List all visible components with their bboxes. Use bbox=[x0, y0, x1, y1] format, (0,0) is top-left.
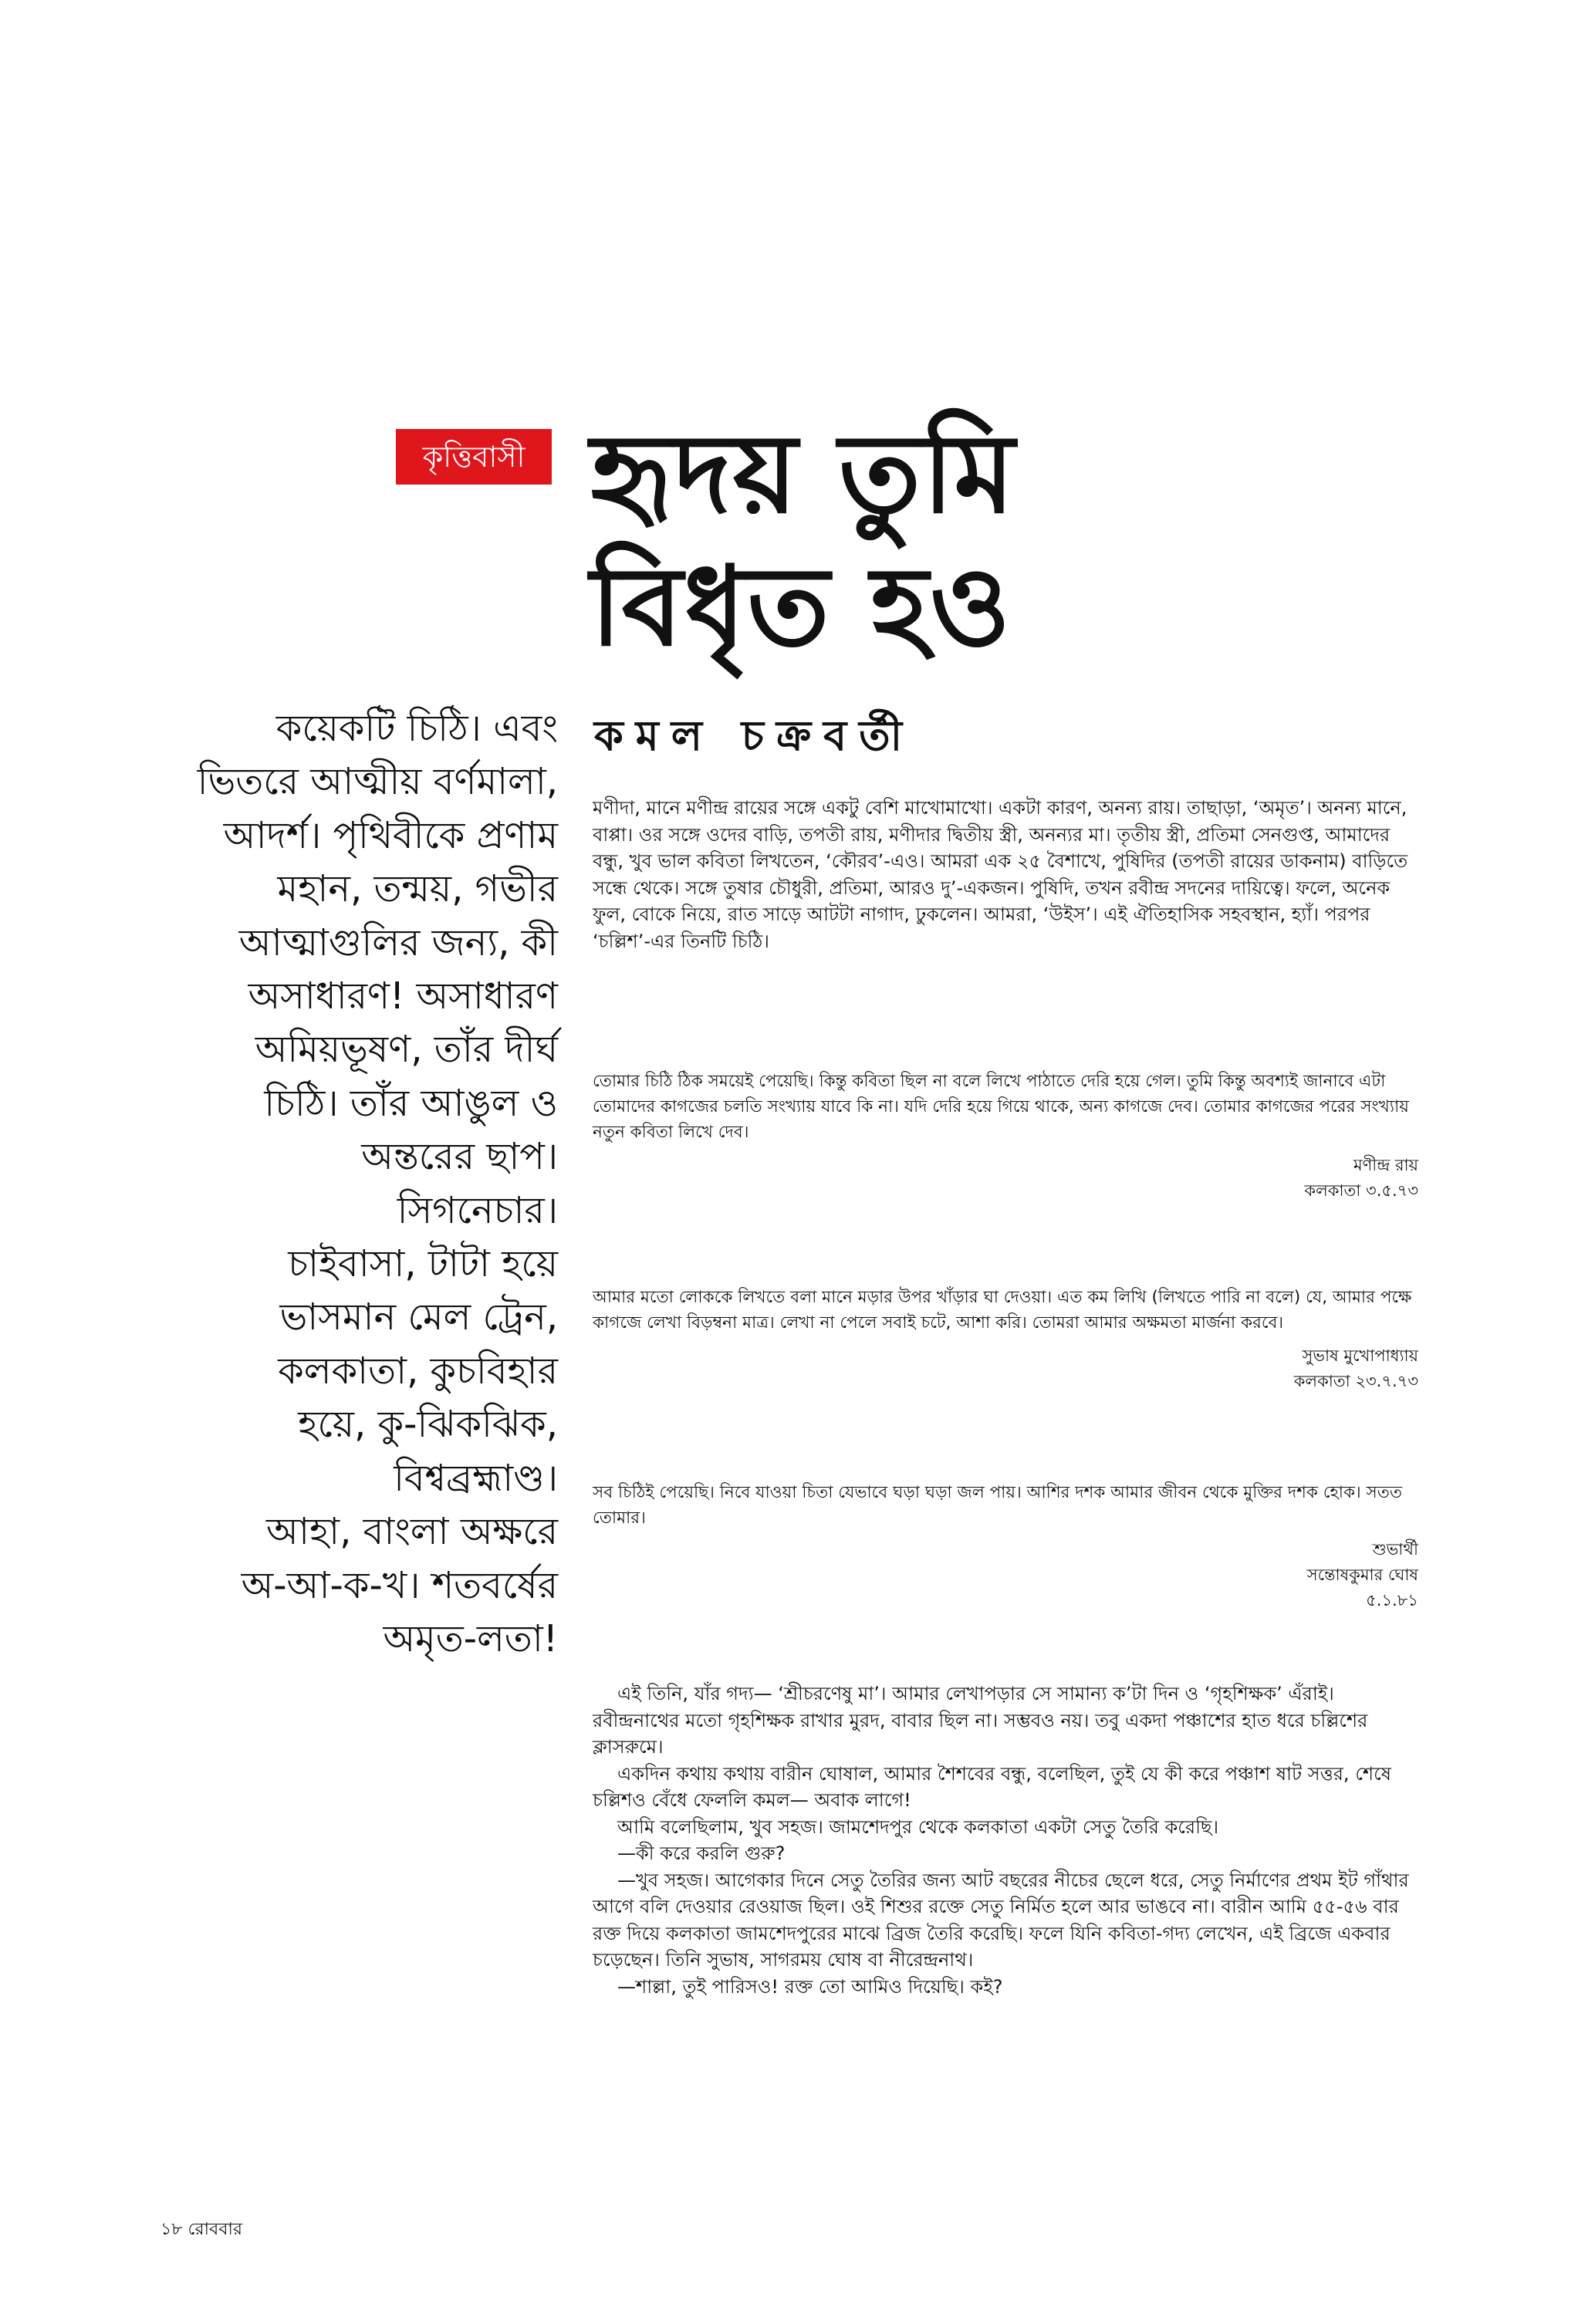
signature-line: সুভাষ মুখোপাধ্যায় bbox=[1302, 1346, 1418, 1365]
essay-paragraph: এই তিনি, যাঁর গদ্য— ‘শ্রীচরণেষু মা’। আমার লেখাপড়ার সে সামান্য ক’টা দিন ও ‘গৃহশিক্ষক’ এঁরাই। রবীন্দ্রনাথের মতো গৃহশিক্ষক রাখার মুরদ, বাবার ছিল না। সম্ভবও নয়। তবু একদা পঞ্চাশের হাত ধরে চল্লিশের ক্লাসরুমে। bbox=[593, 1683, 1368, 1758]
signature-line: মণীন্দ্র রায় bbox=[1353, 1156, 1418, 1174]
pull-quote-line: সিগনেচার। bbox=[397, 1188, 558, 1232]
signature-line: শুভার্থী bbox=[1372, 1540, 1418, 1559]
letter-santosh bbox=[593, 1480, 1418, 1613]
letter-body: সব চিঠিই পেয়েছি। নিবে যাওয়া চিতা যেভাবে ঘড়া ঘড়া জল পায়। আশির দশক আমার জীবন থেকে মুক্তির দশক হোক। সতত তোমার। bbox=[593, 1483, 1403, 1528]
essay-paragraph: আমি বলেছিলাম, খুব সহজ। জামশেদপুর থেকে কলকাতা একটা সেতু তৈরি করেছি। bbox=[617, 1816, 1219, 1838]
section-tag: কৃত্তিবাসী bbox=[396, 429, 552, 485]
pull-quote-line: হয়ে, কু-ঝিকঝিক, bbox=[298, 1403, 558, 1447]
pull-quote-line: মহান, তন্ময়, গভীর bbox=[277, 867, 558, 911]
essay-body bbox=[593, 1681, 1418, 2000]
title-line: হৃদয় তুমি bbox=[590, 410, 1016, 538]
letter-body: আমার মতো লোককে লিখতে বলা মানে মড়ার উপর খাঁড়ার ঘা দেওয়া। এত কম লিখি (লিখতে পারি না বলে) যে, আমার পক্ষে কাগজে লেখা বিড়ম্বনা মাত্র। লেখা না পেলে সবাই চটে, আশা করি। তোমরা আমার অক্ষমতা মার্জনা করবে। bbox=[593, 1288, 1412, 1333]
page-footer: ১৮ রোববার bbox=[161, 2220, 242, 2239]
letter-manindra bbox=[593, 1069, 1418, 1204]
signature-line: ৫.১.৮১ bbox=[1366, 1591, 1418, 1610]
pull-quote-line: চিঠি। তাঁর আঙুল ও bbox=[264, 1081, 558, 1125]
letter-body: তোমার চিঠি ঠিক সময়েই পেয়েছি। কিন্তু কবিতা ছিল না বলে লিখে পাঠাতে দেরি হয়ে গেল। তুমি কিন্তু অবশ্যই জানাবে এটা তোমাদের কাগজের চলতি সংখ্যায় যাবে কি না। যদি দেরি হয়ে গিয়ে থাকে, অন্য কাগজে দেব। তোমার কাগজের পরের সংখ্যায় নতুন কবিতা লিখে দেব। bbox=[593, 1072, 1409, 1142]
pull-quote-line: আত্মাগুলির জন্য, কী bbox=[238, 920, 558, 964]
pull-quote-line: অ-আ-ক-খ। শতবর্ষের bbox=[241, 1563, 558, 1607]
pull-quote-line: ভিতরে আত্মীয় বর্ণমালা, bbox=[197, 760, 558, 804]
essay-paragraph: —কী করে করলি গুরু? bbox=[617, 1843, 786, 1864]
signature-line: কলকাতা ৩.৫.৭৩ bbox=[1304, 1181, 1418, 1200]
essay-paragraph: —খুব সহজ। আগেকার দিনে সেতু তৈরির জন্য আট বছরের নীচের ছেলে ধরে, সেতু নির্মাণের প্রথম ইট গাঁথার আগে বলি দেওয়ার রেওয়াজ ছিল। ওই শিশুর রক্তে সেতু নির্মিত হলে আর ভাঙবে না। বারীন আমি ৫৫-৫৬ বার রক্ত দিয়ে কলকাতা জামশেদপুরের মাঝে ব্রিজ তৈরি করেছি। ফলে যিনি কবিতা-গদ্য লেখেন, এই ব্রিজে একবার চড়েছেন। তিনি সুভাষ, সাগরময় ঘোষ বা নীরেন্দ্রনাথ। bbox=[593, 1869, 1409, 1971]
pull-quote-line: অমিয়ভূষণ, তাঁর দীর্ঘ bbox=[255, 1028, 558, 1072]
author-byline: কমল চক্রবর্তী bbox=[594, 711, 915, 760]
pull-quote bbox=[154, 702, 558, 1666]
pull-quote-line: বিশ্বব্রহ্মাণ্ড। bbox=[394, 1456, 558, 1500]
pull-quote-line: অন্তরের ছাপ। bbox=[361, 1135, 558, 1179]
signature-line: সন্তোষকুমার ঘোষ bbox=[1306, 1566, 1418, 1584]
pull-quote-line: অমৃত-লতা! bbox=[383, 1616, 558, 1660]
signature-line: কলকাতা ২৩.৭.৭৩ bbox=[1293, 1372, 1418, 1390]
letter-signature bbox=[593, 1537, 1418, 1613]
pull-quote-line: চাইবাসা, টাটা হয়ে bbox=[288, 1242, 558, 1286]
intro-paragraph: মণীদা, মানে মণীন্দ্র রায়ের সঙ্গে একটু বেশি মাখোমাখো। একটা কারণ, অনন্য রায়। তাছাড়া, ‘অমৃত’। অনন্য মানে, বাপ্পা। ওর সঙ্গে ওদের বাড়ি, তপতী রায়, মণীদার দ্বিতীয় স্ত্রী, অনন্যর মা। তৃতীয় স্ত্রী, প্রতিমা সেনগুপ্ত, আমাদের বন্ধু, খুব ভাল কবিতা লিখতেন, ‘কৌরব’-এও। আমরা এক ২৫ বৈশাখে, পুষিদির (তপতী রায়ের ডাকনাম) বাড়িতে সন্ধে থেকে। সঙ্গে তুষার চৌধুরী, প্রতিমা, আরও দু’-একজন। পুষিদি, তখন রবীন্দ্র সদনের দায়িত্বে। ফলে, অনেক ফুল, বোকে নিয়ে, রাত সাড়ে আটটা নাগাদ, ঢুকলেন। আমরা, ‘উইস’। এই ঐতিহাসিক সহবস্থান, হ্যাঁ। পরপর ‘চল্লিশ’-এর তিনটি চিঠি। bbox=[593, 797, 1408, 952]
pull-quote-line: আদর্শ। পৃথিবীকে প্রণাম bbox=[223, 813, 558, 857]
essay-paragraph: —শাল্লা, তুই পারিসও! রক্ত তো আমিও দিয়েছি। কই? bbox=[617, 1975, 1003, 1998]
essay-paragraph: একদিন কথায় কথায় বারীন ঘোষাল, আমার শৈশবের বন্ধু, বলেছিল, তুই যে কী করে পঞ্চাশ ষাট সত্তর, শেষে চল্লিশও বেঁধে ফেললি কমল— অবাক লাগে! bbox=[593, 1762, 1392, 1811]
pull-quote-line: ভাসমান মেল ট্রেন, bbox=[279, 1295, 558, 1339]
pull-quote-line: অসাধারণ! অসাধারণ bbox=[248, 975, 558, 1018]
title-line: বিধৃত হও bbox=[590, 542, 1012, 671]
pull-quote-line: কলকাতা, কুচবিহার bbox=[278, 1349, 558, 1393]
article-title bbox=[590, 407, 1285, 673]
letter-signature bbox=[593, 1153, 1418, 1204]
letter-signature bbox=[593, 1343, 1418, 1394]
letter-subhash bbox=[593, 1285, 1418, 1394]
pull-quote-line: কয়েকটি চিঠি। এবং bbox=[275, 707, 558, 750]
pull-quote-line: আহা, বাংলা অক্ষরে bbox=[265, 1510, 558, 1554]
